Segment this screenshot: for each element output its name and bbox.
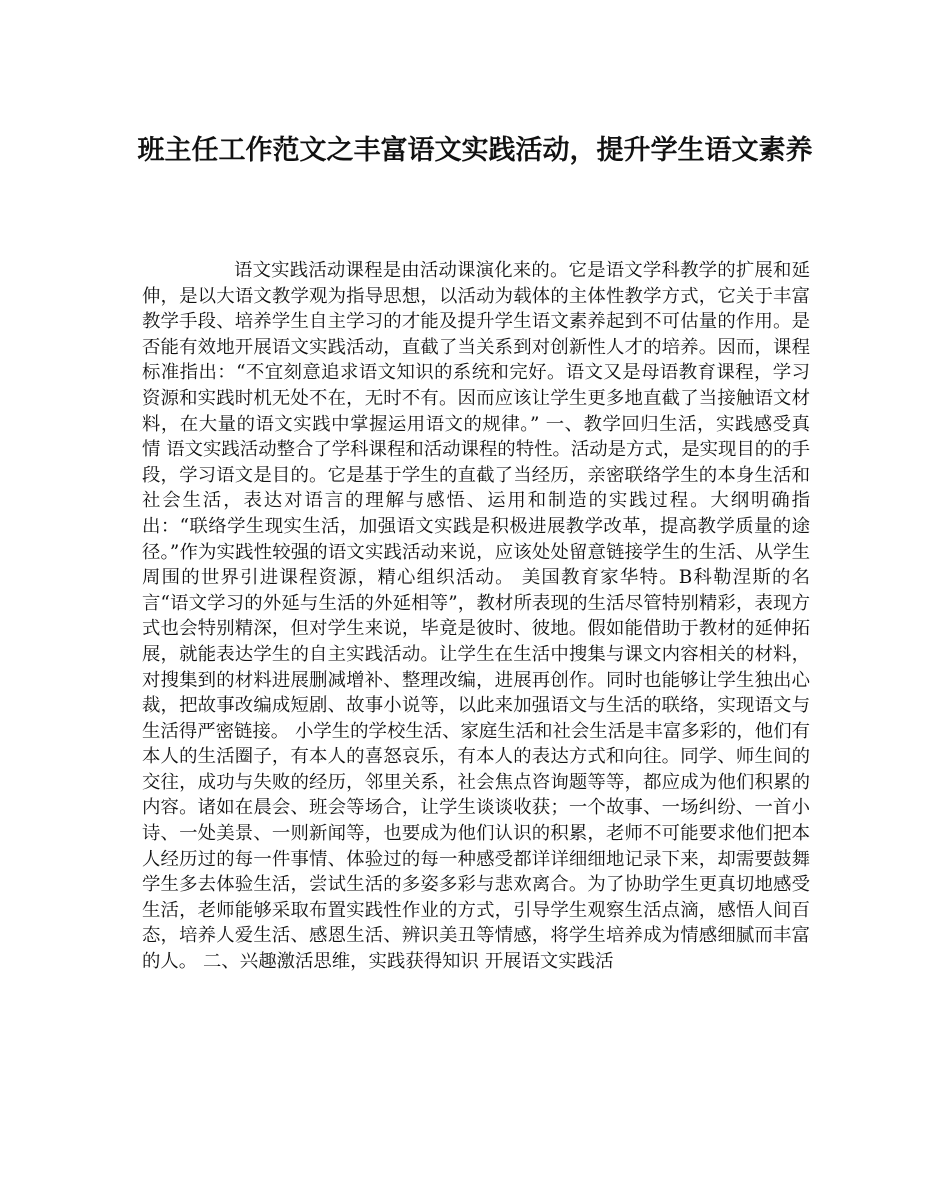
document-body: 语文实践活动课程是由活动课演化来的。它是语文学科教学的扩展和延伸，是以大语文教学观为指导思想，以活动为载体的主体性教学方式，它关于丰富教学手段、培养学生自主学习的才能及提升学生语文素养起到不可估量的作用。是否能有效地开展语文实践活动，直截了当关系到对创新性人才的培养。因而，课程标准指出：“不宜刻意追求语文知识的系统和完好。语文又是母语教育课程，学习资源和实践时机无处不在，无时不有。因而应该让学生更多地直截了当接触语文材料，在大量的语文实践中掌握运用语文的规律。” 一、教学回归生活，实践感受真情 语文实践活动整合了学科课程和活动课程的特性。活动是方式，是实现目的的手段，学习语文是目的。它是基于学生的直截了当经历，亲密联络学生的本身生活和社会生活，表达对语言的理解与感悟、运用和制造的实践过程。大纲明确指出：“联络学生现实生活，加强语文实践是积极进展教学改革，提高教学质量的途径。”作为实践性较强的语文实践活动来说，应该处处留意链接学生的生活、从学生周围的世界引进课程资源，精心组织活动。 美国教育家华特。B科勒涅斯的名言“语文学习的外延与生活的外延相等”，教材所表现的生活尽管特别精彩，表现方式也会特别精深，但对学生来说，毕竟是彼时、彼地。假如能借助于教材的延伸拓展，就能表达学生的自主实践活动。让学生在生活中搜集与课文内容相关的材料，对搜集到的材料进展删减增补、整理改编，进展再创作。同时也能够让学生独出心裁，把故事改编成短剧、故事小说等，以此来加强语文与生活的联络，实现语文与生活得严密链接。 小学生的学校生活、家庭生活和社会生活是丰富多彩的，他们有本人的生活圈子，有本人的喜怒哀乐，有本人的表达方式和向往。同学、师生间的交往，成功与失败的经历，邻里关系，社会焦点咨询题等等，都应成为他们积累的内容。诸如在晨会、班会等场合，让学生谈谈收获；一个故事、一场纠纷、一首小诗、一处美景、一则新闻等，也要成为他们认识的积累，老师不可能要求他们把本人经历过的每一件事情、体验过的每一种感受都详详细细地记录下来，却需要鼓舞学生多去体验生活，尝试生活的多姿多彩与悲欢离合。为了协助学生更真切地感受生活，老师能够采取布置实践性作业的方式，引导学生观察生活点滴，感悟人间百态，培养人爱生活、感恩生活、辨识美丑等情感，将学生培养成为情感细腻而丰富的人。 二、兴趣激活思维，实践获得知识 开展语文实践活 [142, 260, 810, 973]
document-title: 班主任工作范文之丰富语文实践活动，提升学生语文素养 [137, 135, 813, 166]
